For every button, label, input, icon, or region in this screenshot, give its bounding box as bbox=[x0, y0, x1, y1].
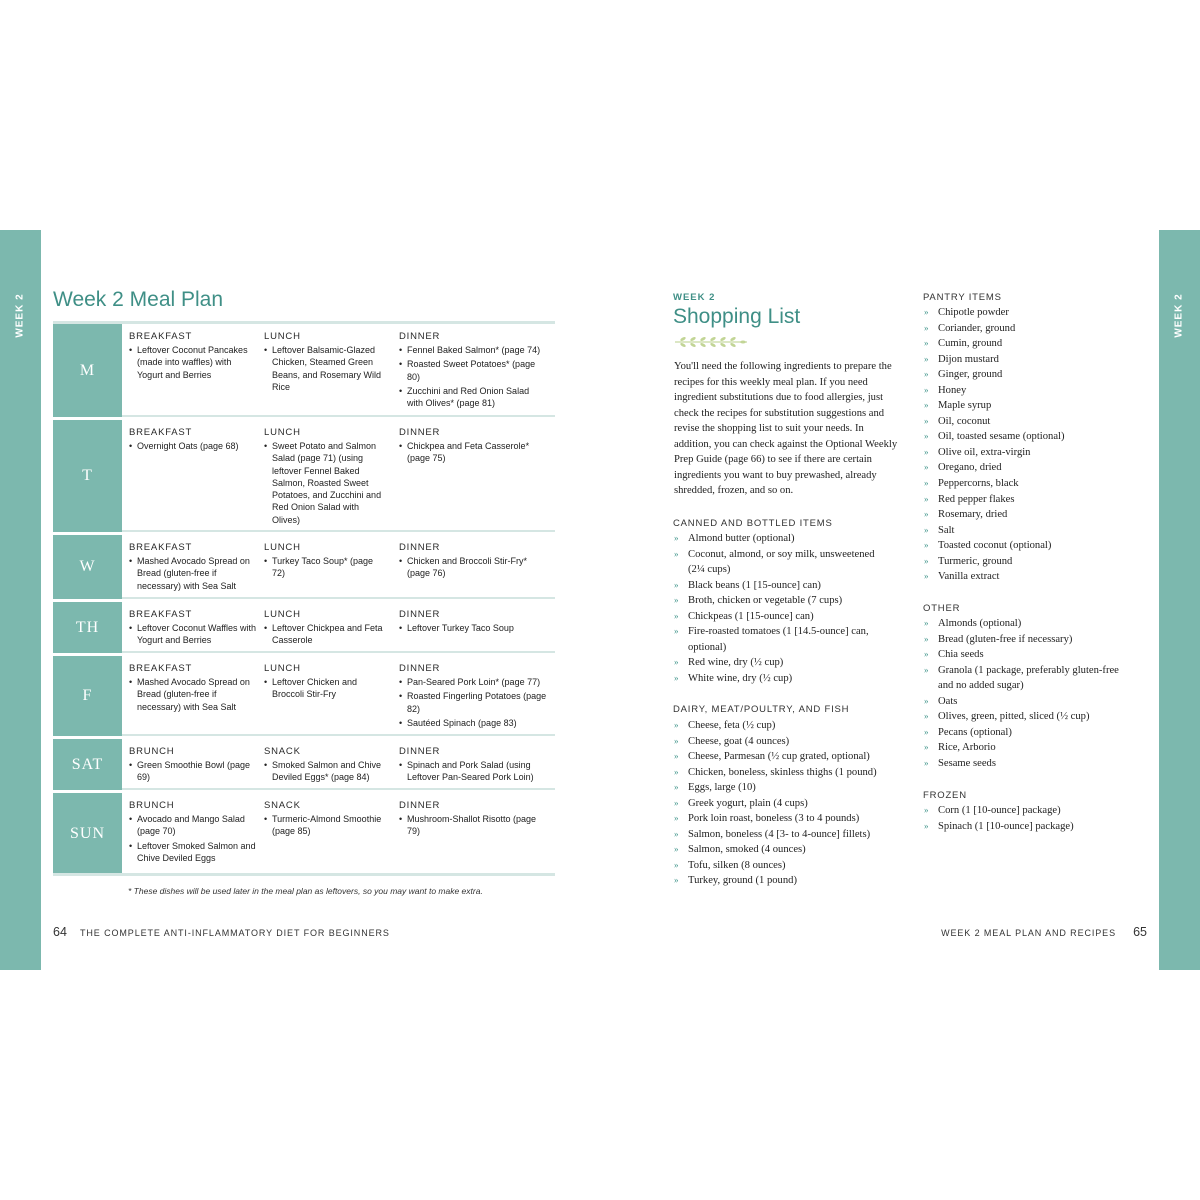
list-item: » Salmon, boneless (4 [3- to 4-ounce] fillets) bbox=[673, 827, 913, 843]
list-item: » Turmeric, ground bbox=[923, 554, 1123, 570]
meal-row-sat bbox=[53, 739, 555, 790]
day-label: M bbox=[53, 324, 122, 417]
list-item: » Broth, chicken or vegetable (7 cups) bbox=[673, 593, 891, 609]
section-heading-pantry: PANTRY ITEMS bbox=[923, 292, 1002, 303]
list-item: » Red wine, dry (½ cup) bbox=[673, 655, 891, 671]
footnote-rule bbox=[53, 873, 555, 876]
list-dairy bbox=[673, 718, 913, 889]
dinner-cell bbox=[399, 746, 547, 786]
meal-item: • Avocado and Mango Salad (page 70) bbox=[129, 813, 257, 838]
brunch-cell bbox=[129, 746, 257, 786]
meal-heading: LUNCH bbox=[264, 331, 301, 342]
list-item: » Almond butter (optional) bbox=[673, 531, 891, 547]
list-item: » Rosemary, dried bbox=[923, 507, 1123, 523]
week-label: WEEK 2 bbox=[673, 292, 716, 303]
row-divider bbox=[122, 788, 555, 790]
dinner-cell bbox=[399, 663, 547, 731]
meal-row-sun bbox=[53, 793, 555, 875]
meal-item: • Leftover Chicken and Broccoli Stir-Fry bbox=[264, 676, 388, 701]
row-divider bbox=[122, 597, 555, 599]
meal-item: • Sautéed Spinach (page 83) bbox=[399, 717, 547, 729]
meal-heading: LUNCH bbox=[264, 663, 301, 674]
list-item: » Salt bbox=[923, 523, 1123, 539]
meal-item: • Chickpea and Feta Casserole* (page 75) bbox=[399, 440, 547, 465]
list-item: » Coconut, almond, or soy milk, unsweetened (2¼ cups) bbox=[673, 547, 891, 578]
list-item: » Cheese, goat (4 ounces) bbox=[673, 734, 913, 750]
breakfast-cell bbox=[129, 427, 257, 454]
day-label: SAT bbox=[53, 739, 122, 790]
list-item: » White wine, dry (½ cup) bbox=[673, 671, 891, 687]
meal-heading: DINNER bbox=[399, 663, 441, 674]
meal-item: • Smoked Salmon and Chive Deviled Eggs* (page 84) bbox=[264, 759, 388, 784]
meal-heading: DINNER bbox=[399, 800, 441, 811]
meal-item: • Leftover Turkey Taco Soup bbox=[399, 622, 547, 634]
meal-heading: DINNER bbox=[399, 427, 441, 438]
list-item: » Pecans (optional) bbox=[923, 725, 1123, 741]
meal-row-f bbox=[53, 656, 555, 736]
list-pantry bbox=[923, 305, 1123, 585]
list-item: » Dijon mustard bbox=[923, 352, 1123, 368]
footnote: * These dishes will be used later in the meal plan as leftovers, so you may want to make extra. bbox=[128, 886, 483, 896]
list-item: » Rice, Arborio bbox=[923, 740, 1123, 756]
right-side-bar bbox=[1159, 230, 1200, 970]
list-item: » Chicken, boneless, skinless thighs (1 pound) bbox=[673, 765, 913, 781]
meal-heading: LUNCH bbox=[264, 609, 301, 620]
list-item: » Olive oil, extra-virgin bbox=[923, 445, 1123, 461]
list-item: » Tofu, silken (8 ounces) bbox=[673, 858, 913, 874]
meal-heading: SNACK bbox=[264, 746, 301, 757]
dinner-cell bbox=[399, 609, 547, 636]
list-item: » Oregano, dried bbox=[923, 460, 1123, 476]
list-item: » Coriander, ground bbox=[923, 321, 1123, 337]
list-item: » Spinach (1 [10-ounce] package) bbox=[923, 819, 1123, 835]
meal-heading: BRUNCH bbox=[129, 746, 175, 757]
left-running-head: THE COMPLETE ANTI-INFLAMMATORY DIET FOR BEGINNERS bbox=[80, 928, 390, 938]
list-frozen bbox=[923, 803, 1123, 834]
snack-cell bbox=[264, 800, 388, 840]
day-label: SUN bbox=[53, 793, 122, 875]
list-item: » Corn (1 [10-ounce] package) bbox=[923, 803, 1123, 819]
dinner-cell bbox=[399, 542, 547, 582]
list-item: » Oil, toasted sesame (optional) bbox=[923, 429, 1123, 445]
meal-item: • Leftover Smoked Salmon and Chive Deviled Eggs bbox=[129, 840, 257, 865]
dinner-cell bbox=[399, 800, 547, 840]
list-other bbox=[923, 616, 1123, 771]
list-item: » Cumin, ground bbox=[923, 336, 1123, 352]
list-item: » Chipotle powder bbox=[923, 305, 1123, 321]
list-item: » Olives, green, pitted, sliced (½ cup) bbox=[923, 709, 1123, 725]
meal-heading: DINNER bbox=[399, 609, 441, 620]
meal-item: • Mashed Avocado Spread on Bread (gluten-free if necessary) with Sea Salt bbox=[129, 555, 257, 592]
snack-cell bbox=[264, 746, 388, 786]
meal-item: • Turkey Taco Soup* (page 72) bbox=[264, 555, 388, 580]
section-heading-frozen: FROZEN bbox=[923, 790, 967, 801]
lunch-cell bbox=[264, 542, 388, 582]
row-divider bbox=[122, 415, 555, 417]
list-item: » Greek yogurt, plain (4 cups) bbox=[673, 796, 913, 812]
day-label: W bbox=[53, 535, 122, 599]
list-canned bbox=[673, 531, 891, 686]
list-item: » Bread (gluten-free if necessary) bbox=[923, 632, 1123, 648]
book-spread bbox=[0, 230, 1200, 970]
list-item: » Oats bbox=[923, 694, 1123, 710]
left-side-tab: WEEK 2 bbox=[15, 292, 26, 338]
meal-row-m bbox=[53, 324, 555, 417]
list-item: » Cheese, feta (½ cup) bbox=[673, 718, 913, 734]
meal-heading: SNACK bbox=[264, 800, 301, 811]
day-label: TH bbox=[53, 602, 122, 653]
meal-row-t bbox=[53, 420, 555, 532]
meal-item: • Leftover Coconut Pancakes (made into waffles) with Yogurt and Berries bbox=[129, 344, 257, 381]
right-page-number: 65 bbox=[1133, 925, 1147, 939]
row-divider bbox=[122, 651, 555, 653]
meal-heading: BREAKFAST bbox=[129, 663, 193, 674]
list-item: » Maple syrup bbox=[923, 398, 1123, 414]
lunch-cell bbox=[264, 609, 388, 649]
dinner-cell bbox=[399, 427, 547, 467]
meal-row-w bbox=[53, 535, 555, 599]
list-item: » Chia seeds bbox=[923, 647, 1123, 663]
meal-heading: LUNCH bbox=[264, 542, 301, 553]
day-label: T bbox=[53, 420, 122, 532]
meal-item: • Roasted Fingerling Potatoes (page 82) bbox=[399, 690, 547, 715]
meal-item: • Fennel Baked Salmon* (page 74) bbox=[399, 344, 547, 356]
lunch-cell bbox=[264, 663, 388, 703]
lunch-cell bbox=[264, 331, 388, 395]
left-side-bar bbox=[0, 230, 41, 970]
list-item: » Black beans (1 [15-ounce] can) bbox=[673, 578, 891, 594]
meal-plan-title: Week 2 Meal Plan bbox=[53, 288, 224, 311]
meal-item: • Mashed Avocado Spread on Bread (gluten-free if necessary) with Sea Salt bbox=[129, 676, 257, 713]
row-divider bbox=[122, 734, 555, 736]
meal-item: • Zucchini and Red Onion Salad with Olives* (page 81) bbox=[399, 385, 547, 410]
meal-heading: DINNER bbox=[399, 331, 441, 342]
list-item: » Peppercorns, black bbox=[923, 476, 1123, 492]
list-item: » Oil, coconut bbox=[923, 414, 1123, 430]
lunch-cell bbox=[264, 427, 388, 528]
left-page-number: 64 bbox=[53, 925, 67, 939]
list-item: » Fire-roasted tomatoes (1 [14.5-ounce] can, optional) bbox=[673, 624, 891, 655]
list-item: » Almonds (optional) bbox=[923, 616, 1123, 632]
list-item: » Vanilla extract bbox=[923, 569, 1123, 585]
list-item: » Cheese, Parmesan (½ cup grated, optional) bbox=[673, 749, 913, 765]
breakfast-cell bbox=[129, 542, 257, 594]
leaf-sprig-icon bbox=[673, 335, 749, 354]
list-item: » Red pepper flakes bbox=[923, 492, 1123, 508]
list-item: » Pork loin roast, boneless (3 to 4 pounds) bbox=[673, 811, 913, 827]
meal-heading: BREAKFAST bbox=[129, 427, 193, 438]
meal-item: • Green Smoothie Bowl (page 69) bbox=[129, 759, 257, 784]
meal-item: • Leftover Coconut Waffles with Yogurt and Berries bbox=[129, 622, 257, 647]
list-item: » Toasted coconut (optional) bbox=[923, 538, 1123, 554]
intro-paragraph: You'll need the following ingredients to prepare the recipes for this weekly meal plan. If you need ingredient substitutions due to food allergies, just check the recipes for substitution suggestions and revise the shopping list to suit your needs. In addition, you can check against the Optional Weekly Prep Guide (page 66) to see if there are certain ingredients you want to buy prewashed, already shredded, frozen, and so on. bbox=[674, 361, 898, 496]
meal-heading: BREAKFAST bbox=[129, 542, 193, 553]
shopping-list-title: Shopping List bbox=[673, 305, 801, 328]
day-label: F bbox=[53, 656, 122, 736]
dinner-cell bbox=[399, 331, 547, 411]
meal-item: • Leftover Balsamic-Glazed Chicken, Steamed Green Beans, and Rosemary Wild Rice bbox=[264, 344, 388, 393]
list-item: » Chickpeas (1 [15-ounce] can) bbox=[673, 609, 891, 625]
meal-item: • Roasted Sweet Potatoes* (page 80) bbox=[399, 358, 547, 383]
list-item: » Eggs, large (10) bbox=[673, 780, 913, 796]
breakfast-cell bbox=[129, 609, 257, 649]
meal-row-th bbox=[53, 602, 555, 653]
meal-item: • Chicken and Broccoli Stir-Fry* (page 76) bbox=[399, 555, 547, 580]
section-heading-other: OTHER bbox=[923, 603, 961, 614]
meal-heading: BRUNCH bbox=[129, 800, 175, 811]
meal-item: • Leftover Chickpea and Feta Casserole bbox=[264, 622, 388, 647]
meal-item: • Mushroom-Shallot Risotto (page 79) bbox=[399, 813, 547, 838]
meal-heading: BREAKFAST bbox=[129, 609, 193, 620]
breakfast-cell bbox=[129, 663, 257, 715]
meal-heading: DINNER bbox=[399, 542, 441, 553]
meal-item: • Sweet Potato and Salmon Salad (page 71) (using leftover Fennel Baked Salmon, Roasted Sweet Potatoes, and Zucchini and Red Onion Salad with Olives) bbox=[264, 440, 388, 526]
list-item: » Salmon, smoked (4 ounces) bbox=[673, 842, 913, 858]
right-side-tab: WEEK 2 bbox=[1174, 292, 1185, 338]
meal-item: • Turmeric-Almond Smoothie (page 85) bbox=[264, 813, 388, 838]
brunch-cell bbox=[129, 800, 257, 866]
meal-heading: LUNCH bbox=[264, 427, 301, 438]
meal-item: • Pan-Seared Pork Loin* (page 77) bbox=[399, 676, 547, 688]
meal-heading: DINNER bbox=[399, 746, 441, 757]
list-item: » Honey bbox=[923, 383, 1123, 399]
meal-heading: BREAKFAST bbox=[129, 331, 193, 342]
meal-item: • Overnight Oats (page 68) bbox=[129, 440, 257, 452]
section-heading-dairy: DAIRY, MEAT/POULTRY, AND FISH bbox=[673, 704, 850, 715]
row-divider bbox=[122, 530, 555, 532]
list-item: » Sesame seeds bbox=[923, 756, 1123, 772]
breakfast-cell bbox=[129, 331, 257, 383]
section-heading-canned: CANNED AND BOTTLED ITEMS bbox=[673, 518, 833, 529]
list-item: » Granola (1 package, preferably gluten-free and no added sugar) bbox=[923, 663, 1123, 694]
right-running-head: WEEK 2 MEAL PLAN AND RECIPES bbox=[941, 928, 1116, 938]
meal-item: • Spinach and Pork Salad (using Leftover Pan-Seared Pork Loin) bbox=[399, 759, 547, 784]
list-item: » Ginger, ground bbox=[923, 367, 1123, 383]
list-item: » Turkey, ground (1 pound) bbox=[673, 873, 913, 889]
